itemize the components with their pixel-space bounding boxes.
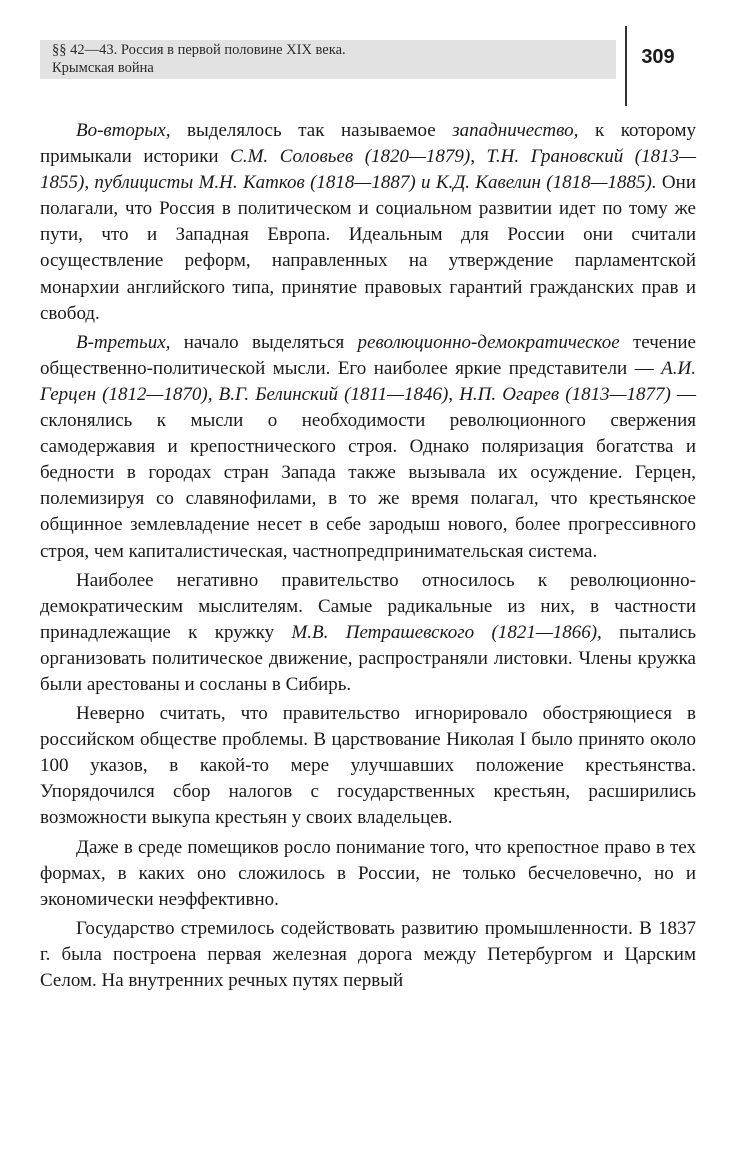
names: М.В. Петрашевского (1821—1866), bbox=[291, 621, 602, 643]
text-run: Они полагали, что Россия в политическом и социальном развитии идет по тому же пути, что и Западная Европа. Идеальным для России они считали осуществление реформ, направленных на утверждение парламентской монархии английского типа, принятие правовых гарантий гражданских прав и свобод. bbox=[40, 172, 696, 324]
names: С.М. Соловьев (1820—1879), Т.Н. Грановский (1813—1855), публицисты М.Н. Катков (1818—1887) и К.Д. Кавелин (1818—1885). bbox=[40, 146, 696, 194]
text-run: — склонялись к мысли о необходимости революционного свержения самодержавия и крепостнического строя. Однако поляризация богатства и бедности в городах стран Запада также вызывала их осуждение. Герцен, полемизируя со славянофилами, в то же время полагал, что крестьянское общинное землевладение несет в себе зародыш нового, более прогрессивного строя, чем капиталистическая, частнопредпринимательская система. bbox=[40, 383, 697, 562]
text-run: Неверно считать, что правительство игнорировало обостряющиеся в российском обществе проблемы. В царствование Николая I было принято около 100 указов, в какой-то мере улучшавших положение крестьянства. Упорядочился сбор налогов с государственных крестьян, расширились возможности выкупа крестьян у своих владельцев. bbox=[40, 703, 696, 829]
paragraph-westernism bbox=[40, 118, 696, 327]
section-title bbox=[52, 41, 346, 77]
paragraph-petrashevsky bbox=[40, 568, 696, 698]
text-run: начало выделяться bbox=[170, 331, 358, 353]
text-run: Государство стремилось содействовать развитию промышленности. В 1837 г. была построена первая железная дорога между Петербургом и Царским Селом. На внутренних речных путях первый bbox=[40, 917, 696, 991]
page-number: 309 bbox=[641, 46, 675, 68]
term: революционно-демократическое bbox=[357, 331, 620, 353]
paragraph-revolutionary-democrats bbox=[40, 330, 696, 565]
text-run: Наиболее негативно правительство относилось к революционно-демократическим мыслителям. Самые радикальные из них, в частности принадлежащие к кружку bbox=[40, 569, 696, 643]
text-run: течение общественно-политической мысли. Его наиболее яркие представители — bbox=[40, 331, 696, 379]
section-title-line1: §§ 42—43. Россия в первой половине XIX века. bbox=[52, 42, 346, 58]
paragraph-industry bbox=[40, 916, 696, 994]
term: западничество, bbox=[452, 120, 579, 141]
text-run: к которому примыкали историки bbox=[40, 120, 696, 168]
text-run: пытались организовать политическое движение, распространяли листовки. Члены кружка были арестованы и сосланы в Сибирь. bbox=[40, 621, 696, 695]
lead-phrase: В-третьих, bbox=[76, 331, 171, 353]
names: А.И. Герцен (1812—1870), В.Г. Белинский (1811—1846), Н.П. Огарев (1813—1877) bbox=[40, 357, 696, 405]
paragraph-reforms bbox=[40, 701, 696, 831]
lead-phrase: Во-вторых, bbox=[76, 120, 171, 141]
page-body bbox=[40, 118, 696, 997]
section-title-line2: Крымская война bbox=[52, 60, 154, 76]
running-header bbox=[40, 40, 616, 79]
text-run: Даже в среде помещиков росло понимание того, что крепостное право в тех формах, в каких оно сложилось в России, не только бесчеловечно, но и экономически неэффективно. bbox=[40, 836, 696, 910]
text-run: выделялось так называемое bbox=[170, 120, 453, 141]
paragraph-landowners bbox=[40, 835, 696, 913]
